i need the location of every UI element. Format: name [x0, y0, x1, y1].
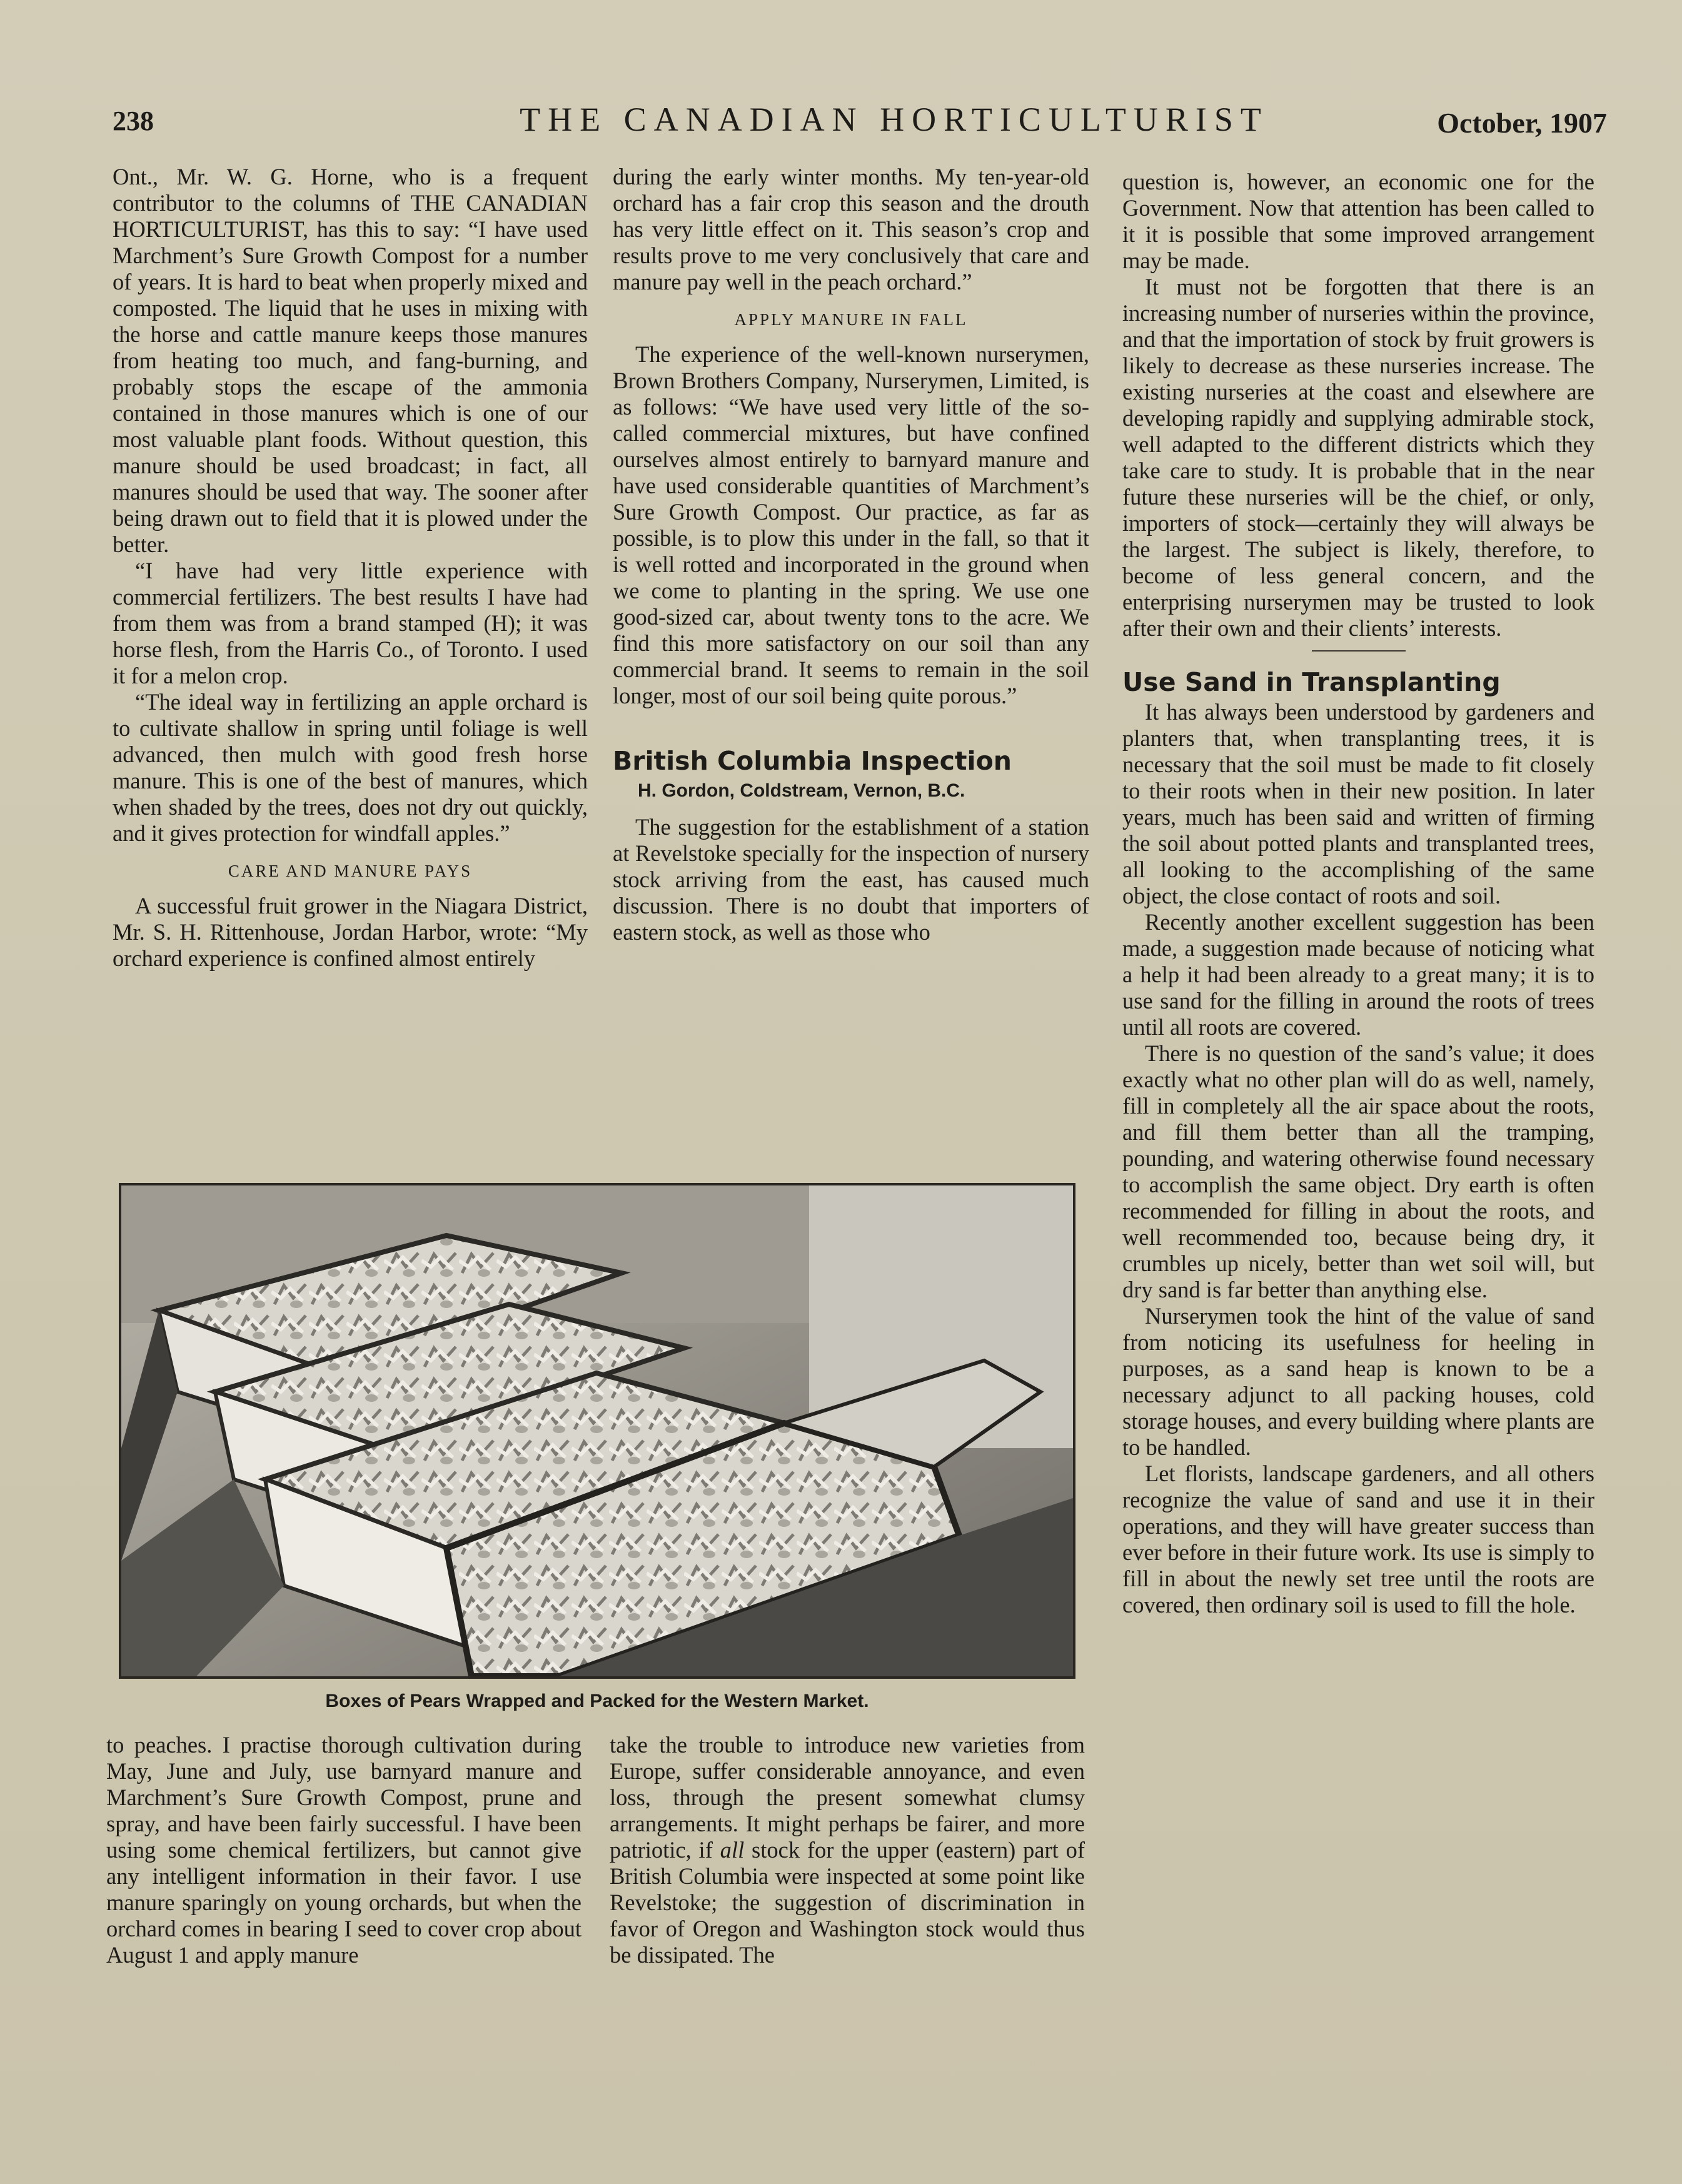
paragraph: The suggestion for the establishment of a station at Revelstoke specially for the inspection of nursery stock arriving from the east, has caused much discussion. There is no doubt that importers of eastern stock, as well as those who: [613, 814, 1089, 945]
article-byline: H. Gordon, Coldstream, Vernon, B.C.: [638, 780, 965, 801]
paragraph: Ont., Mr. W. G. Horne, who is a frequent contributor to the columns of THE CANADIAN HORTICULTURIST, has this to say: “I have used Marchment’s Sure Growth Compost for a number of years. It is hard to beat when properly mixed and composted. The liquid that he uses in mixing with the horse and cattle manure keeps those manures from heating too much, and fang-burning, and probably stops the escape of the ammonia contained in those manures which is one of our most valuable plant foods. Without question, this manure should be used broadcast; in fact, all manures should be used that way. The sooner after being drawn out to field that it is plowed under the better.: [113, 164, 588, 557]
column-3: [1122, 169, 1594, 1618]
paragraph: [610, 1732, 1085, 1968]
section-subhead: APPLY MANURE IN FALL: [734, 310, 968, 329]
column-2-bottom: [610, 1732, 1085, 1968]
issue-date: October, 1907: [1437, 107, 1607, 139]
paragraph: Recently another excellent suggestion has been made, a suggestion made because of noticing what a help it had been already to a great many; it is to use sand for the filling in around the roots of trees until all roots are covered.: [1122, 909, 1594, 1040]
text-run: stock for the upper (eastern) part of British Columbia were inspected at some point like Revelstoke; the suggestion of discrimination in favor of Oregon and Washington stock would thus be dissipated. The: [610, 1837, 1085, 1968]
paragraph: to peaches. I practise thorough cultivation during May, June and July, use barnyard manure and Marchment’s Sure Growth Compost, prune and spray, and have been fairly successful. I have been using some chemical fertilizers, but cannot give any intelligent information in their favor. I use manure sparingly on young orchards, but when the orchard comes in bearing I seed to cover crop about August 1 and apply manure: [106, 1732, 582, 1968]
paragraph: It has always been understood by gardeners and planters that, when transplanting trees, it is necessary that the soil must be made to fit closely to their roots when in their new position. In later years, much has been said and written of firming the soil about potted plants and transplanted trees, all looking to the accomplishing of the same object, the close contact of roots and soil.: [1122, 699, 1594, 908]
text-run: take the trouble to introduce new varieties from Europe, suffer considerable annoyance, and even loss, through the present somewhat clumsy arrangements. It might perhaps be fairer, and more patriotic, if: [610, 1732, 1085, 1863]
running-title: THE CANADIAN HORTICULTURIST: [520, 101, 1269, 138]
pear-boxes-illustration: [121, 1185, 1073, 1676]
section-divider: [1312, 650, 1406, 652]
section-subhead: CARE AND MANURE PAYS: [228, 862, 473, 880]
page-header: [113, 100, 1607, 150]
paragraph: during the early winter months. My ten-year-old orchard has a fair crop this season and the drouth has very little effect on it. This season’s crop and results prove to me very conclusively that care and manure pay well in the peach orchard.”: [613, 164, 1089, 294]
page-number: 238: [113, 106, 154, 136]
emphasis-text: all: [720, 1837, 745, 1863]
paragraph: It must not be forgotten that there is an increasing number of nurseries within the province, and that the importation of stock by fruit growers is likely to decrease as these nurseries increase. The existing nurseries at the coast and elsewhere are developing rapidly and supplying admirable stock, well adapted to the different districts which they take care to study. It is probable that in the near future these nurseries will be the chief, or only, importers of stock—certainly they will always be the largest. The subject is likely, therefore, to become of less general concern, and the enterprising nurserymen may be trusted to look after their own and their clients’ interests.: [1122, 274, 1594, 641]
article-title: British Columbia Inspection: [613, 746, 1012, 776]
paragraph: question is, however, an economic one for the Government. Now that attention has been called to it it is possible that some improved arrangement may be made.: [1122, 169, 1594, 273]
photo-caption: Boxes of Pears Wrapped and Packed for the Western Market.: [325, 1691, 869, 1711]
paragraph: “The ideal way in fertilizing an apple orchard is to cultivate shallow in spring until foliage is well advanced, then mulch with good fresh horse manure. This is one of the best of manures, which when shaded by the trees, does not dry out quickly, and it gives protection for windfall apples.”: [113, 689, 588, 846]
column-1-bottom: [106, 1732, 582, 1968]
photo-pear-boxes: [119, 1183, 1075, 1679]
paragraph: A successful fruit grower in the Niagara District, Mr. S. H. Rittenhouse, Jordan Harbor, wrote: “My orchard experience is confined almost entirely: [113, 893, 588, 971]
paragraph: The experience of the well-known nurserymen, Brown Brothers Company, Nurserymen, Limited, is as follows: “We have used very little of the so-called commercial mixtures, but have confined ourselves almost entirely to barnyard manure and have used considerable quantities of Marchment’s Sure Growth Compost. Our practice, as far as possible, is to plow this under in the fall, so that it is well rotted and incorporated in the ground when we come to planting in the spring. We use one good-sized car, about twenty tons to the acre. We find this more satisfactory on our soil than any commercial brand. It seems to remain in the soil longer, most of our soil being quite porous.”: [613, 341, 1089, 708]
column-2-top: [613, 164, 1089, 945]
paragraph: Let florists, landscape gardeners, and all others recognize the value of sand and use it in their operations, and they will have greater success than ever before in their future work. Its use is simply to fill in about the newly set tree until the roots are covered, then ordinary soil is used to fill the hole.: [1122, 1461, 1594, 1618]
column-1-top: [113, 164, 588, 972]
paragraph: Nurserymen took the hint of the value of sand from noticing its usefulness for heeling in purposes, as a sand heap is known to be a necessary adjunct to all packing houses, cold storage houses, and every building where plants are to be handled.: [1122, 1303, 1594, 1460]
paragraph: “I have had very little experience with commercial fertilizers. The best results I have had from them was from a brand stamped (H); it was horse flesh, from the Harris Co., of Toronto. I used it for a melon crop.: [113, 558, 588, 688]
article-title: Use Sand in Transplanting: [1122, 667, 1501, 697]
paragraph: There is no question of the sand’s value; it does exactly what no other plan will do as well, namely, fill in completely all the air space about the roots, and fill them better than all the tramping, pounding, and watering otherwise found necessary to accomplish the same object. Dry earth is often recommended for filling in about the roots, and well recommended too, because being dry, it crumbles up nicely, better than wet soil will, but dry sand is far better than anything else.: [1122, 1040, 1594, 1302]
